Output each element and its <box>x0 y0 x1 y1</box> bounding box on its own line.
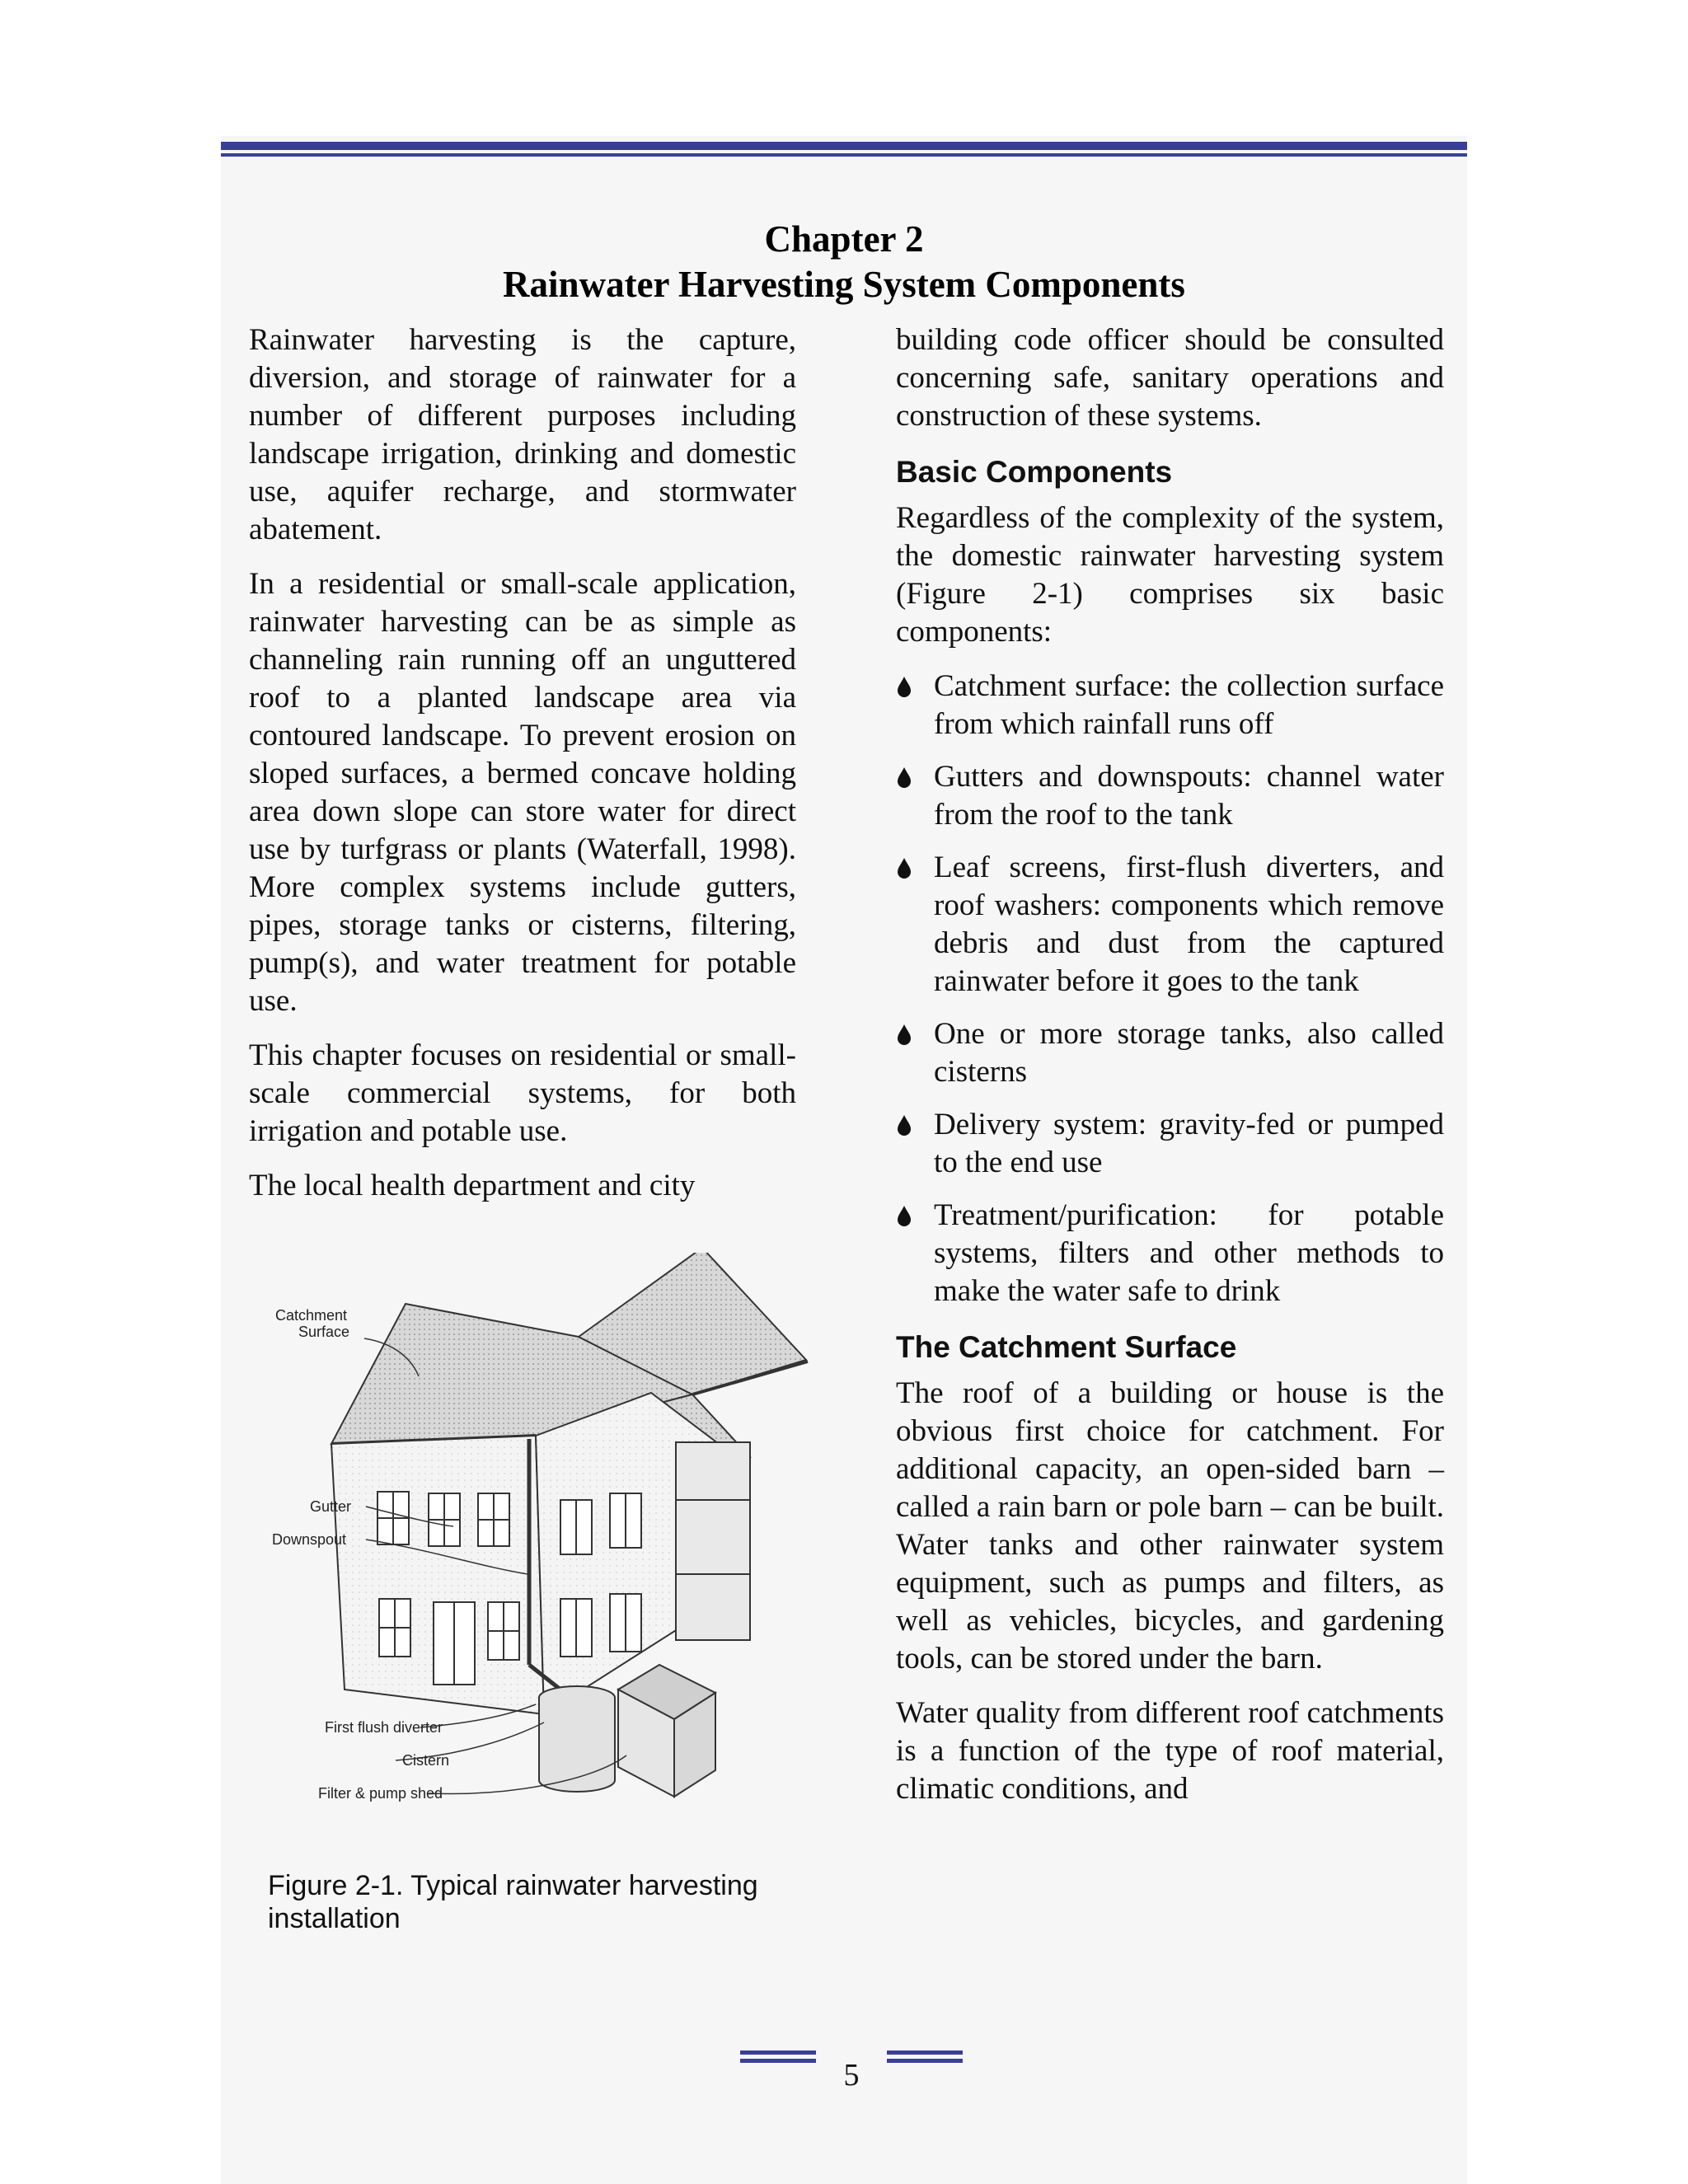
label-cistern: Cistern <box>402 1752 450 1769</box>
left-column <box>249 321 796 1221</box>
header-rule <box>221 142 1467 160</box>
right-column <box>896 321 1444 1825</box>
paragraph: This chapter focuses on residential or small-scale commercial systems, for both irrigation and potable use. <box>249 1038 796 1148</box>
label-first-flush: First flush diverter <box>325 1719 443 1736</box>
drop-bullet-icon <box>896 1206 912 1227</box>
paragraph: The roof of a building or house is the obvious first choice for catchment. For additional capacity, an open-sided barn – called a rain barn or pole barn – can be built. Water tanks and other rainwater system equipment, such as pumps and filters, as well as vehicles, bicycles, and gardening tools, can be stored under the barn. <box>896 1376 1444 1675</box>
label-filter-pump: Filter & pump shed <box>318 1785 443 1802</box>
label-gutter: Gutter <box>310 1498 352 1515</box>
page-footer <box>740 2050 946 2100</box>
list-item: Leaf screens, first-flush diverters, and roof washers: components which remove debris and dust from the captured rainwater before it goes to the tank <box>896 849 1444 1001</box>
chapter-number: Chapter 2 <box>764 218 924 260</box>
section-heading-catchment-surface: The Catchment Surface <box>896 1330 1237 1364</box>
label-surface: Surface <box>298 1324 350 1340</box>
label-downspout: Downspout <box>272 1531 347 1548</box>
section-heading-basic-components: Basic Components <box>896 455 1173 489</box>
paragraph: Water quality from different roof catchments is a function of the type of roof material, climatic conditions, and <box>896 1696 1444 1806</box>
components-list <box>896 668 1444 1310</box>
list-item: Treatment/purification: for potable systems, filters and other methods to make the water safe to drink <box>896 1197 1444 1310</box>
label-catchment: Catchment <box>275 1307 348 1324</box>
drop-bullet-icon <box>896 677 912 698</box>
drop-bullet-icon <box>896 1115 912 1137</box>
paragraph: In a residential or small-scale application, rainwater harvesting can be as simple as channeling rain running off an unguttered roof to a planted landscape area via contoured landscape. To prevent erosion on sloped surfaces, a bermed concave holding area down slope can store water for direct use by turfgrass or plants (Waterfall, 1998). More complex systems include gutters, pipes, storage tanks or cisterns, filtering, pump(s), and water treatment for potable use. <box>249 567 796 1018</box>
figure-house-illustration <box>264 1253 824 1830</box>
paragraph: The local health department and city <box>249 1169 696 1202</box>
list-item: Delivery system: gravity-fed or pumped to the end use <box>896 1106 1444 1182</box>
list-item: Gutters and downspouts: channel water from the roof to the tank <box>896 758 1444 834</box>
drop-bullet-icon <box>896 767 912 789</box>
list-item: One or more storage tanks, also called cisterns <box>896 1015 1444 1091</box>
list-item: Catchment surface: the collection surface from which rainfall runs off <box>896 668 1444 743</box>
page-number: 5 <box>843 2058 860 2093</box>
paragraph: building code officer should be consulted concerning safe, sanitary operations and construction of these systems. <box>896 323 1444 433</box>
house-drawing <box>264 1253 824 1830</box>
chapter-title: Rainwater Harvesting System Components <box>503 264 1185 305</box>
drop-bullet-icon <box>896 1024 912 1046</box>
paragraph: Rainwater harvesting is the capture, diversion, and storage of rainwater for a number of different purposes including landscape irrigation, drinking and domestic use, aquifer recharge, and stormwater abatement. <box>249 323 796 546</box>
drop-bullet-icon <box>896 858 912 879</box>
paragraph: Regardless of the complexity of the system, the domestic rainwater harvesting system (Figure 2-1) comprises six basic components: <box>896 501 1444 649</box>
figure-caption: Figure 2-1. Typical rainwater harvesting installation <box>268 1870 758 1934</box>
